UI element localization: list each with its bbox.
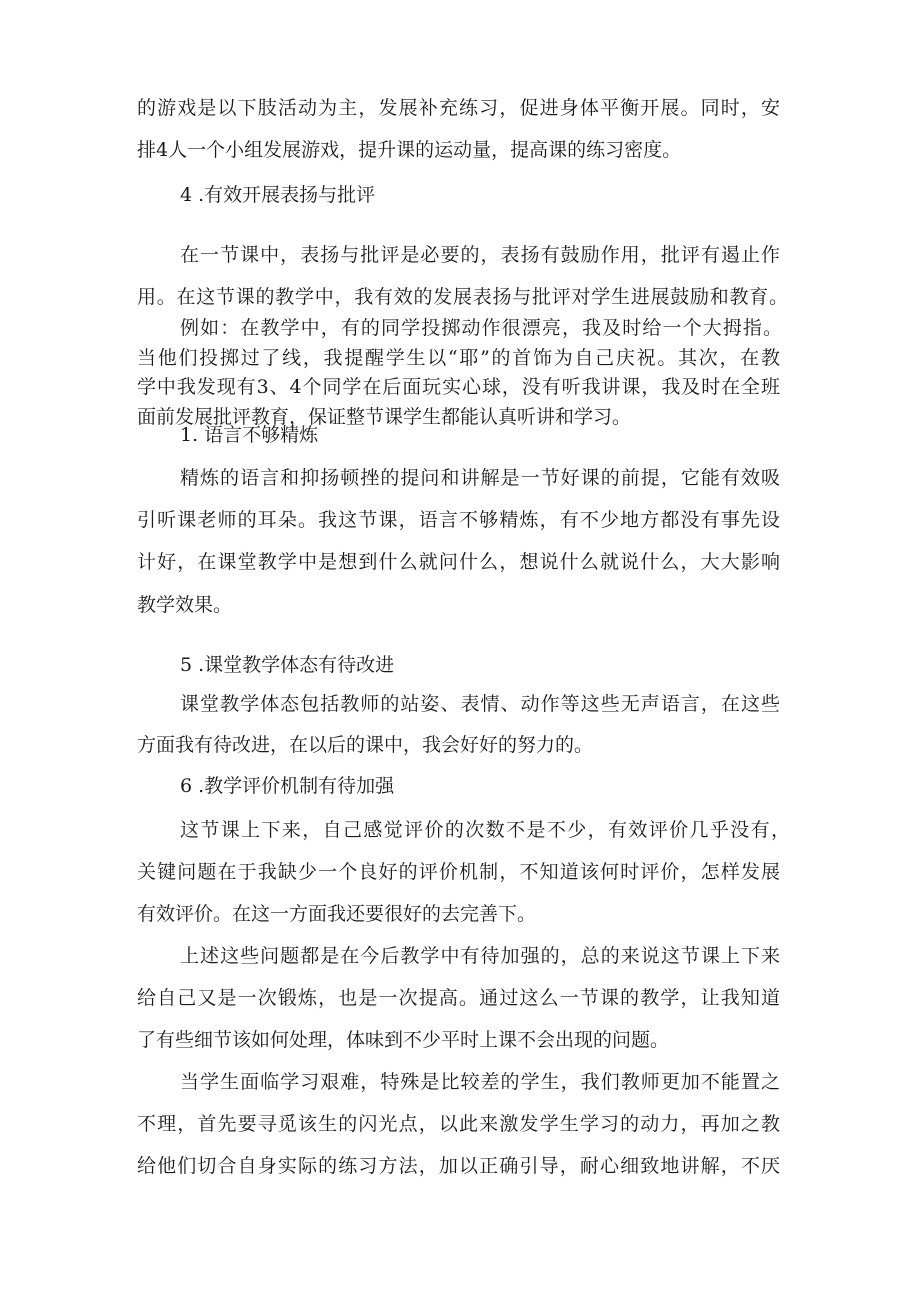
- body-line: 方面我有待改进，在以后的课中，我会好好的努力的。: [137, 734, 594, 756]
- body-line: 不理，首先要寻觅该生的闪光点，以此来激发学生学习的动力，再加之教: [137, 1113, 782, 1135]
- section-heading: 1. 语言不够精炼: [180, 424, 319, 446]
- body-line: 上述这些问题都是在今后教学中有待加强的，总的来说这节课上下来: [180, 945, 782, 967]
- body-line: 关键问题在于我缺少一个良好的评价机制，不知道该何时评价，怎样发展: [137, 861, 782, 883]
- section-heading: 5 .课堂教学体态有待改进: [180, 654, 395, 676]
- body-line: 当他们投掷过了线，我提醒学生以“耶”的首饰为自己庆祝。其次，在教: [137, 347, 782, 369]
- body-line: 有效评价。在这一方面我还要很好的去完善下。: [137, 903, 537, 925]
- body-line: 的游戏是以下肢活动为主，发展补充练习，促进身体平衡开展。同时，安: [137, 97, 782, 119]
- section-heading: 6 .教学评价机制有待加强: [180, 775, 395, 797]
- body-line: 排4人一个小组发展游戏，提升课的运动量，提高课的练习密度。: [137, 139, 682, 161]
- body-line: 当学生面临学习艰难，特殊是比较差的学生，我们教师更加不能置之: [180, 1071, 782, 1093]
- body-line: 给自己又是一次锻炼，也是一次提高。通过这么一节课的教学，让我知道: [137, 987, 782, 1009]
- body-line: 课堂教学体态包括教师的站姿、表情、动作等这些无声语言，在这些: [180, 693, 782, 715]
- body-line: 精炼的语言和抑扬顿挫的提问和讲解是一节好课的前提，它能有效吸: [180, 467, 782, 489]
- body-line: 了有些细节该如何处理，体味到不少平时上课不会出现的问题。: [137, 1029, 670, 1051]
- body-line: 在一节课中，表扬与批评是必要的，表扬有鼓励作用，批评有遏止作: [180, 244, 782, 266]
- body-line: 用。在这节课的教学中，我有效的发展表扬与批评对学生进展鼓励和教育。: [137, 286, 789, 308]
- body-line: 给他们切合自身实际的练习方法，加以正确引导，耐心细致地讲解，不厌: [137, 1155, 782, 1177]
- section-heading: 4 .有效开展表扬与批评: [180, 184, 376, 206]
- body-line: 面前发展批评教育，保证整节课学生都能认真听讲和学习。: [137, 406, 632, 428]
- body-line: 教学效果。: [137, 594, 233, 616]
- body-line: 这节课上下来，自己感觉评价的次数不是不少，有效评价几乎没有，: [180, 819, 792, 841]
- body-line: 学中我发现有3、4个同学在后面玩实心球，没有听我讲课，我及时在全班: [137, 376, 781, 398]
- body-line: 计好，在课堂教学中是想到什么就问什么，想说什么就说什么，大大影响: [137, 551, 782, 573]
- body-line: 引听课老师的耳朵。我这节课，语言不够精炼，有不少地方都没有事先设: [137, 509, 782, 531]
- body-line: 例如：在教学中，有的同学投掷动作很漂亮，我及时给一个大拇指。: [180, 317, 784, 339]
